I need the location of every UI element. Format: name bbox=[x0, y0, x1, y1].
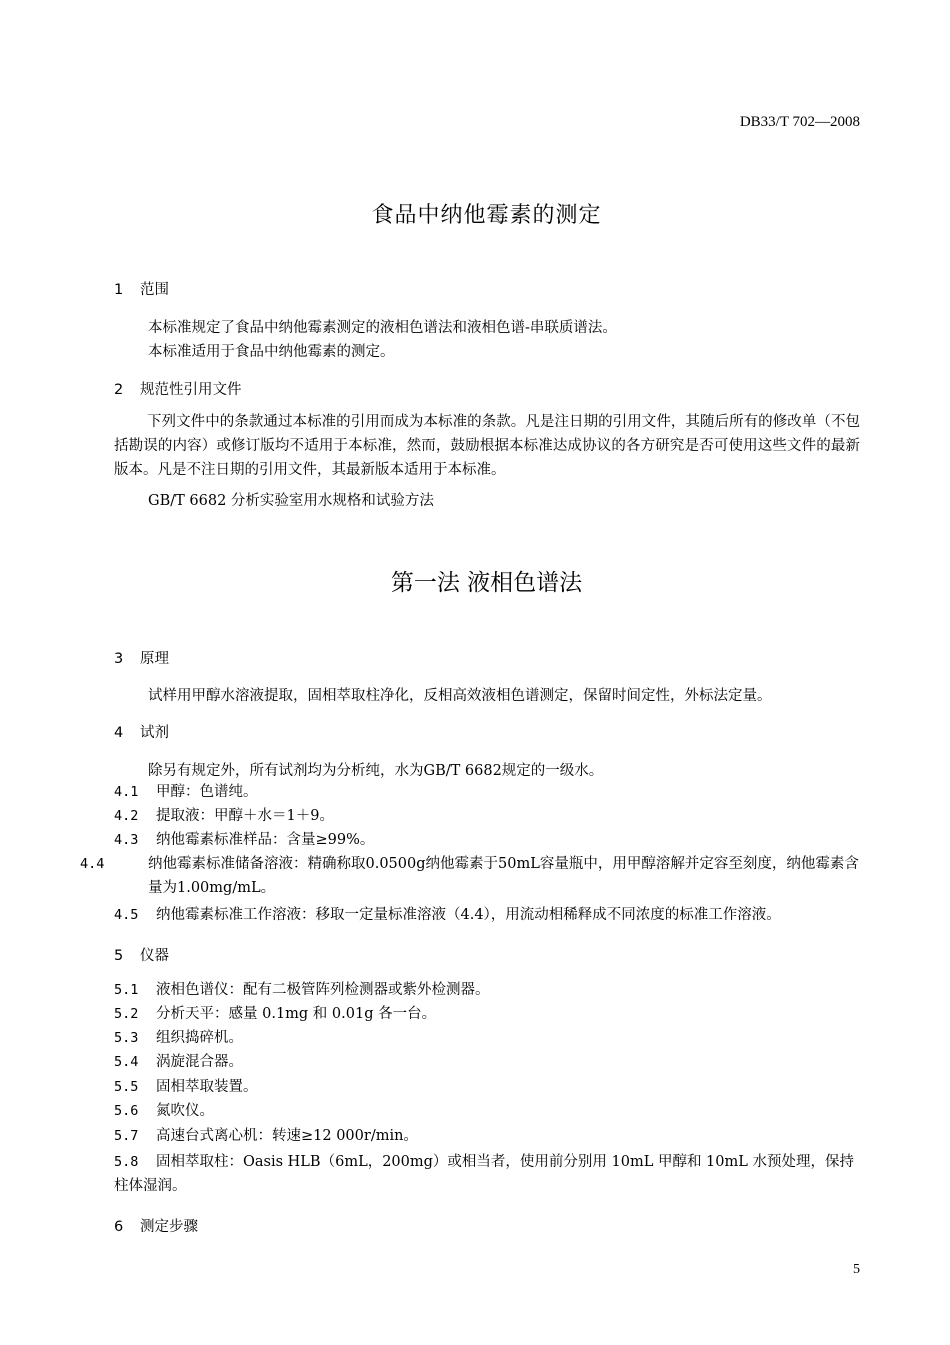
page-number: 5 bbox=[853, 1262, 860, 1277]
document-title: 食品中纳他霉素的测定 bbox=[371, 203, 602, 228]
item-number: 4.5 bbox=[114, 907, 139, 923]
item-number: 5.1 bbox=[114, 982, 139, 998]
reagent-item bbox=[80, 852, 860, 900]
section-heading-reagents bbox=[114, 721, 169, 742]
reagents-intro: 除另有规定外，所有试剂均为分析纯，水为GB/T 6682规定的一级水。 bbox=[148, 763, 604, 779]
section-title: 规范性引用文件 bbox=[140, 382, 242, 398]
item-number: 4.3 bbox=[114, 832, 139, 848]
item-text: 纳他霉素标准储备溶液：精确称取0.0500g纳他霉素于50mL容量瓶中，用甲醇溶解并定容至刻度，纳他霉素含量为1.00mg/mL。 bbox=[148, 856, 859, 896]
item-text: 氮吹仪。 bbox=[156, 1103, 214, 1119]
section-number: 6 bbox=[114, 1219, 124, 1235]
section-number: 1 bbox=[114, 282, 124, 298]
section-title: 测定步骤 bbox=[140, 1219, 198, 1235]
reference-standard: GB/T 6682 分析实验室用水规格和试验方法 bbox=[148, 493, 434, 509]
section-heading-procedure bbox=[114, 1215, 198, 1236]
standard-code: DB33/T 702—2008 bbox=[739, 114, 860, 130]
instrument-item bbox=[114, 978, 860, 1002]
instrument-item bbox=[114, 1075, 860, 1099]
section-title: 仪器 bbox=[140, 948, 169, 964]
item-text: 提取液：甲醇＋水＝1＋9。 bbox=[156, 808, 334, 824]
item-text: 纳他霉素标准工作溶液：移取一定量标准溶液（4.4），用流动相稀释成不同浓度的标准工作溶液。 bbox=[156, 907, 781, 923]
principle-text: 试样用甲醇水溶液提取，固相萃取柱净化，反相高效液相色谱测定，保留时间定性，外标法定量。 bbox=[148, 688, 772, 704]
instrument-item bbox=[114, 1124, 860, 1148]
item-text: 固相萃取柱：Oasis HLB（6mL，200mg）或相当者，使用前分别用 10mL 甲醇和 10mL 水预处理，保持柱体湿润。 bbox=[114, 1154, 854, 1194]
item-text: 纳他霉素标准样品：含量≥99%。 bbox=[156, 832, 375, 848]
section-heading-scope bbox=[114, 278, 169, 299]
section-title: 范围 bbox=[140, 282, 169, 298]
references-paragraph: 下列文件中的条款通过本标准的引用而成为本标准的条款。凡是注日期的引用文件，其随后所有的修改单（不包括勘误的内容）或修订版均不适用于本标准，然而，鼓励根据本标准达成协议的各方研究是否可使用这些文件的最新版本。凡是不注日期的引用文件，其最新版本适用于本标准。 bbox=[114, 414, 860, 478]
reagent-item bbox=[114, 903, 860, 927]
item-text: 甲醇：色谱纯。 bbox=[156, 784, 258, 800]
item-number: 5.4 bbox=[114, 1054, 139, 1070]
item-text: 高速台式离心机：转速≥12 000r/min。 bbox=[156, 1128, 418, 1144]
item-number: 4.1 bbox=[114, 784, 139, 800]
item-text: 液相色谱仪：配有二极管阵列检测器或紫外检测器。 bbox=[156, 982, 490, 998]
item-number: 5.5 bbox=[114, 1079, 139, 1095]
instrument-item bbox=[114, 1150, 860, 1198]
section-number: 2 bbox=[114, 382, 124, 398]
item-number: 5.3 bbox=[114, 1030, 139, 1046]
section-number: 5 bbox=[114, 948, 124, 964]
scope-line-1: 本标准规定了食品中纳他霉素测定的液相色谱法和液相色谱-串联质谱法。 bbox=[148, 320, 617, 336]
item-number: 5.8 bbox=[114, 1154, 139, 1170]
section-heading-principle bbox=[114, 647, 169, 668]
section-number: 4 bbox=[114, 725, 124, 741]
item-text: 组织捣碎机。 bbox=[156, 1030, 243, 1046]
item-text: 涡旋混合器。 bbox=[156, 1054, 243, 1070]
reagent-item bbox=[114, 828, 860, 852]
instrument-item bbox=[114, 1002, 860, 1026]
item-number: 5.7 bbox=[114, 1128, 139, 1144]
item-number: 4.4 bbox=[80, 856, 105, 872]
reagent-item bbox=[114, 804, 860, 828]
section-title: 试剂 bbox=[140, 725, 169, 741]
scope-line-2: 本标准适用于食品中纳他霉素的测定。 bbox=[148, 344, 395, 360]
method-title: 第一法 液相色谱法 bbox=[390, 570, 583, 596]
item-text: 分析天平：感量 0.1mg 和 0.01g 各一台。 bbox=[156, 1006, 437, 1022]
item-number: 5.6 bbox=[114, 1103, 139, 1119]
item-number: 5.2 bbox=[114, 1006, 139, 1022]
instrument-item bbox=[114, 1050, 860, 1074]
section-heading-references bbox=[114, 378, 242, 399]
item-number: 4.2 bbox=[114, 808, 139, 824]
section-heading-instruments bbox=[114, 944, 169, 965]
section-number: 3 bbox=[114, 651, 124, 667]
instrument-item bbox=[114, 1026, 860, 1050]
item-text: 固相萃取装置。 bbox=[156, 1079, 258, 1095]
instrument-item bbox=[114, 1099, 860, 1123]
section-title: 原理 bbox=[140, 651, 169, 667]
reagent-item bbox=[114, 780, 860, 804]
